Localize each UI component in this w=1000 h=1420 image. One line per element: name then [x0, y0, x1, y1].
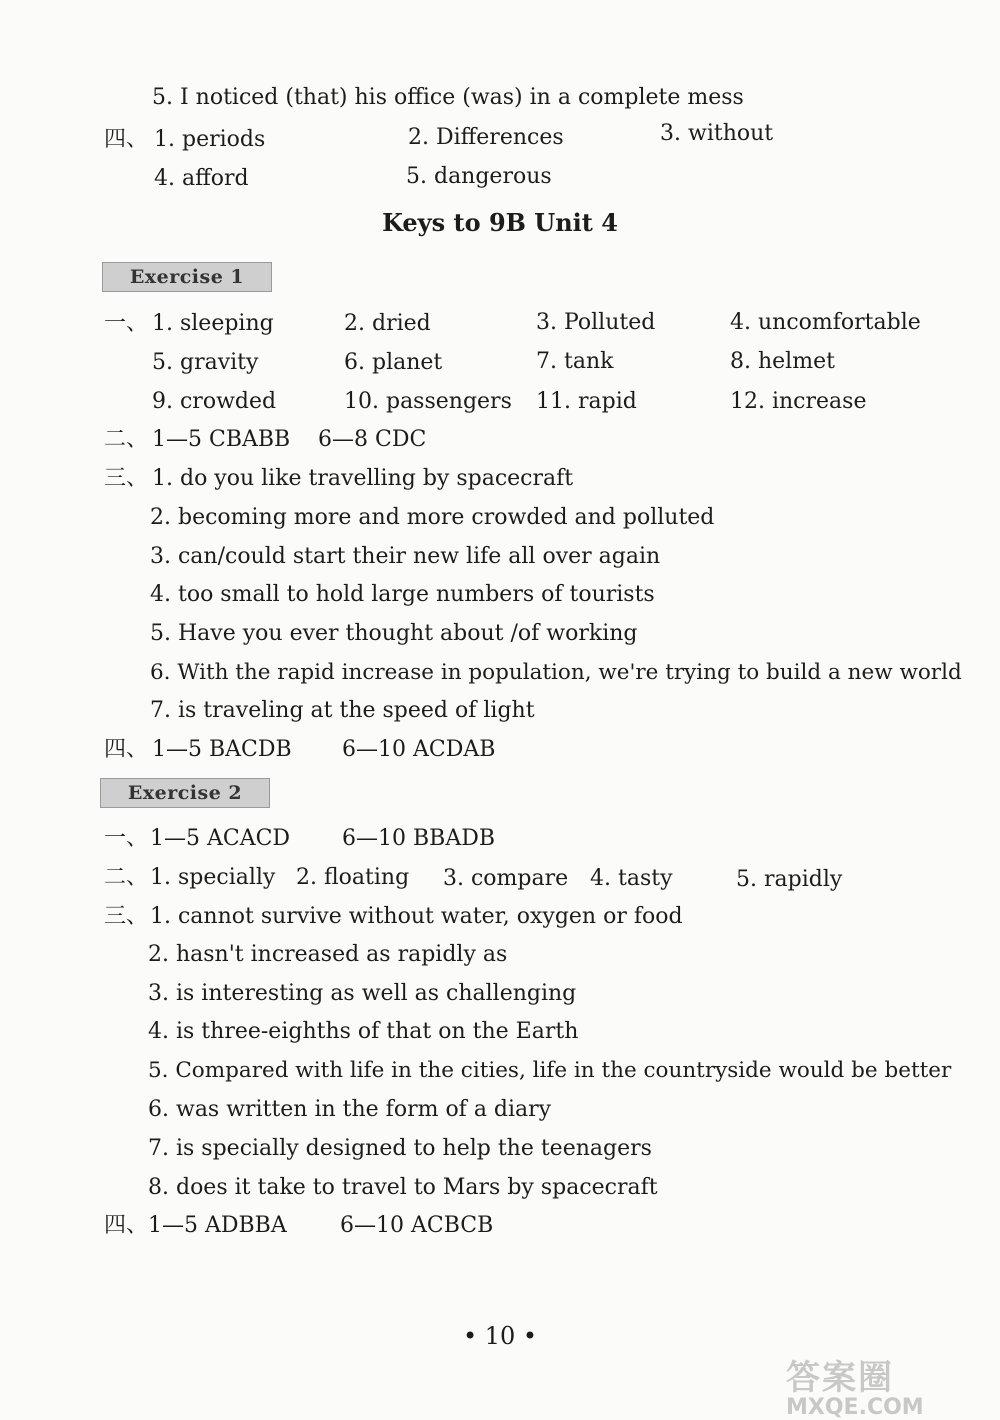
answer-item: 3. Polluted: [536, 310, 656, 335]
answer-sentence: 7. is specially designed to help the teenagers: [148, 1136, 652, 1161]
answer-sentence: 5. Have you ever thought about /of working: [150, 621, 638, 646]
section-label: 一、: [104, 311, 149, 336]
section-label: 四、: [104, 127, 149, 152]
answer-item: 2. floating: [296, 865, 410, 890]
answer-group: 6—10 ACBCB: [340, 1213, 494, 1238]
answer-item: 5. gravity: [152, 350, 259, 375]
section-label: 二、: [104, 427, 149, 452]
answer-sentence: 1. do you like travelling by spacecraft: [152, 466, 574, 491]
answer-item: 4. uncomfortable: [730, 310, 921, 335]
section-label: 一、: [104, 826, 149, 851]
section-label: 二、: [104, 865, 149, 890]
answer-sentence: 3. is interesting as well as challenging: [148, 981, 577, 1006]
answer-sentence: 2. hasn't increased as rapidly as: [148, 942, 508, 967]
section-label: 四、: [104, 1213, 149, 1238]
watermark-url: MXQE.COM: [786, 1395, 924, 1420]
exercise-1-header: Exercise 1: [102, 262, 272, 292]
answer-group: 6—10 BBADB: [342, 826, 496, 851]
answer-item: 4. afford: [154, 166, 249, 191]
answer-sentence: 6. With the rapid increase in population, we're trying to build a new world: [150, 660, 962, 685]
answer-sentence: 1. cannot survive without water, oxygen or food: [150, 904, 683, 929]
answer-item: 12. increase: [730, 389, 867, 414]
answer-group: 1—5 CBABB: [152, 427, 291, 452]
answer-item: 1. sleeping: [152, 311, 274, 336]
answer-item: 6. planet: [344, 350, 443, 375]
answer-item: 11. rapid: [536, 389, 637, 414]
answer-sentence: 4. too small to hold large numbers of tourists: [150, 582, 655, 607]
answer-item: 1. specially: [150, 865, 276, 890]
answer-item: 3. compare: [443, 866, 569, 891]
answer-sentence: 2. becoming more and more crowded and polluted: [150, 505, 715, 530]
answer-item: 7. tank: [536, 349, 614, 374]
answer-item: 3. without: [660, 121, 774, 146]
prev-answer-line-5: 5. I noticed (that) his office (was) in a complete mess: [152, 85, 744, 110]
section-label: 四、: [104, 737, 149, 762]
watermark-logo: [786, 1350, 986, 1420]
answer-group: 1—5 BACDB: [152, 737, 292, 762]
page-number: • 10 •: [462, 1322, 538, 1350]
exercise-2-header: Exercise 2: [100, 778, 270, 808]
answer-item: 4. tasty: [590, 866, 673, 891]
answer-item: 5. dangerous: [406, 164, 552, 189]
answer-item: 2. dried: [344, 311, 431, 336]
watermark-text: 答案圈: [786, 1358, 894, 1398]
answer-sentence: 6. was written in the form of a diary: [148, 1097, 552, 1122]
answer-sentence: 4. is three-eighths of that on the Earth: [148, 1019, 579, 1044]
answer-item: 8. helmet: [730, 349, 835, 374]
page-title: Keys to 9B Unit 4: [382, 208, 618, 237]
answer-item: 10. passengers: [344, 389, 512, 414]
section-label: 三、: [104, 904, 149, 929]
answer-group: 1—5 ADBBA: [148, 1213, 287, 1238]
answer-group: 1—5 ACACD: [150, 826, 291, 851]
answer-sentence: 3. can/could start their new life all over again: [150, 544, 661, 569]
answer-sentence: 7. is traveling at the speed of light: [150, 698, 535, 723]
answer-item: 2. Differences: [408, 125, 564, 150]
answer-sentence: 5. Compared with life in the cities, life in the countryside would be better: [148, 1058, 952, 1083]
answer-group: 6—8 CDC: [318, 427, 427, 452]
section-label: 三、: [104, 466, 149, 491]
answer-item: 5. rapidly: [736, 867, 843, 892]
answer-item: 9. crowded: [152, 389, 277, 414]
answer-sentence: 8. does it take to travel to Mars by spacecraft: [148, 1175, 658, 1200]
answer-group: 6—10 ACDAB: [342, 737, 496, 762]
answer-item: 1. periods: [154, 127, 266, 152]
